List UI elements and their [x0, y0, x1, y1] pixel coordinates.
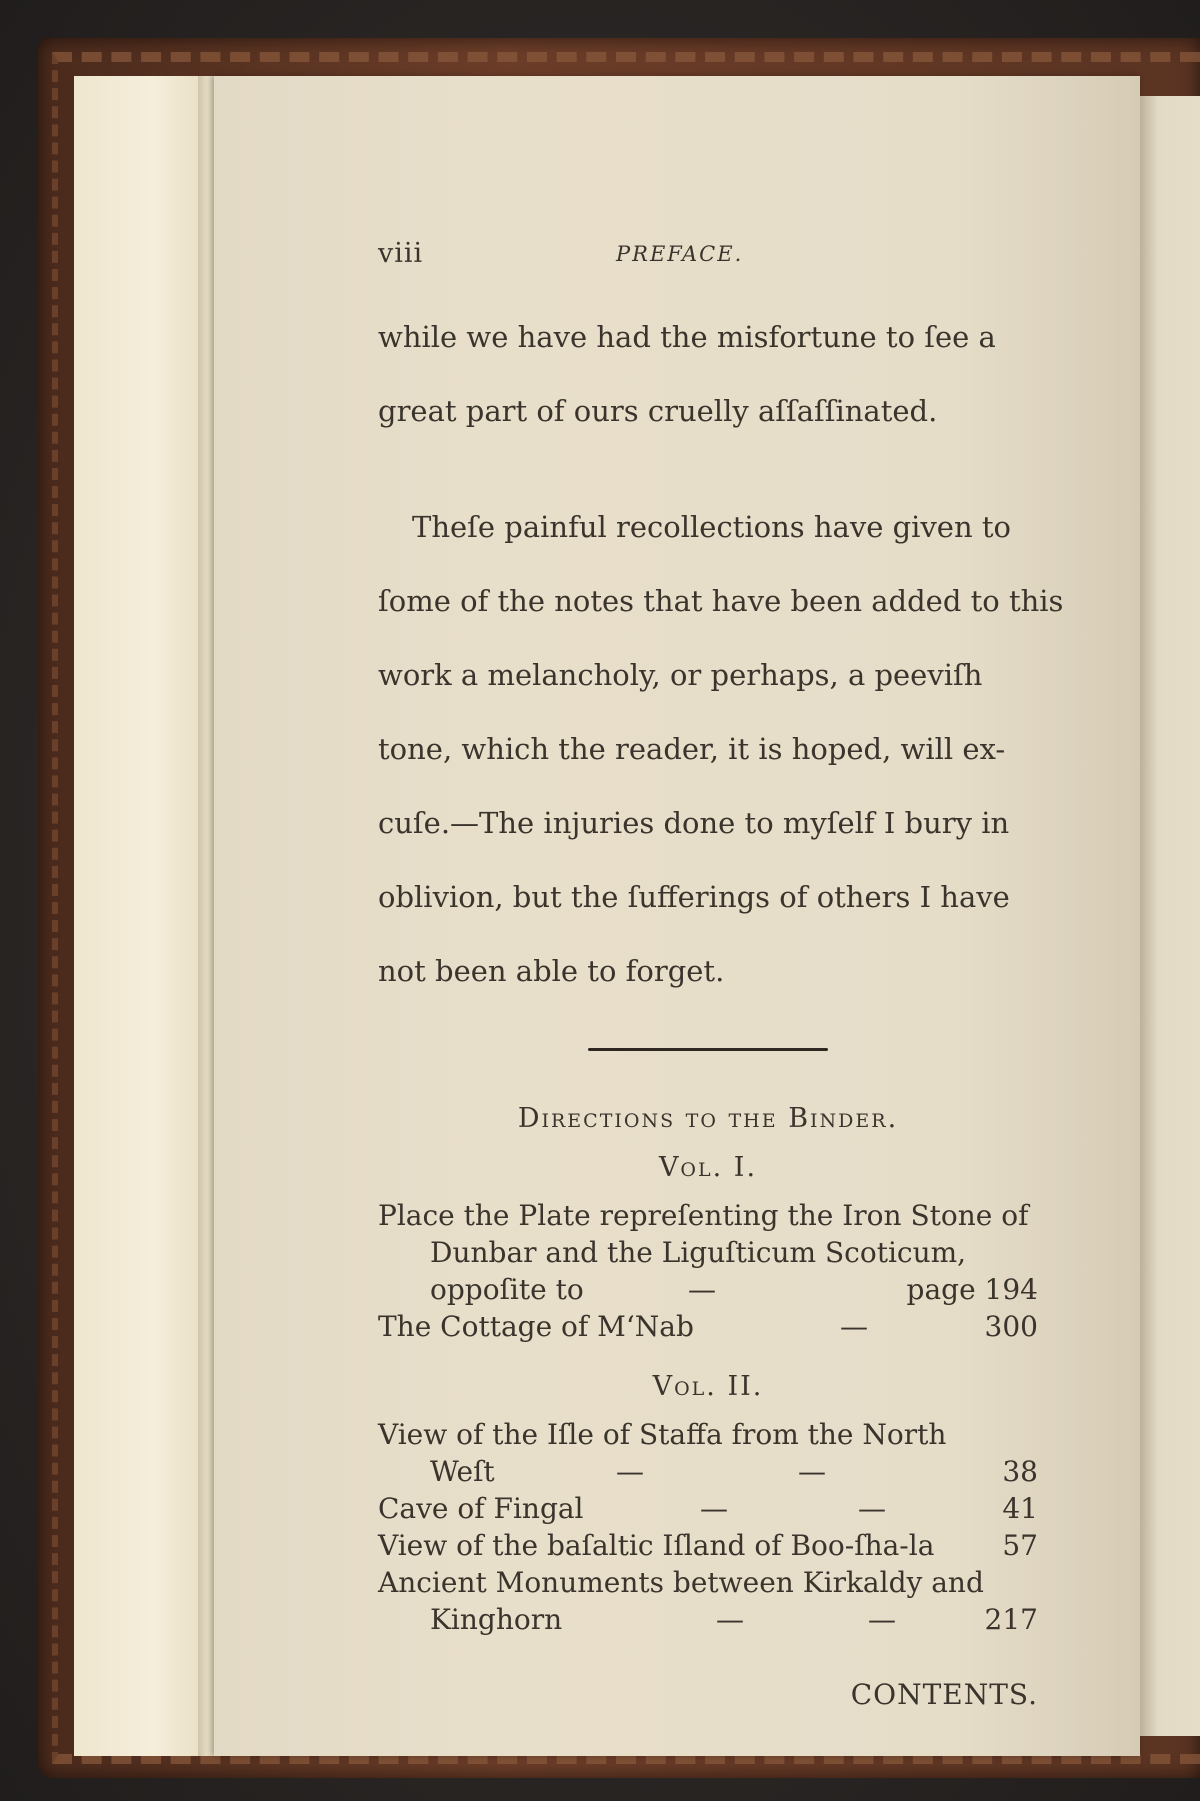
plate-entry-line: Ancient Monuments between Kirkaldy and	[378, 1566, 984, 1599]
entry-label: View of the baſaltic Iſland of Boo-ſha-la	[378, 1529, 935, 1562]
paragraph-1	[378, 300, 1038, 448]
catchword: CONTENTS.	[850, 1678, 1038, 1711]
entry-dash: —	[700, 1492, 728, 1525]
page-text	[378, 238, 1064, 1711]
vol-1-heading: Vol. I.	[658, 1152, 758, 1183]
divider-rule	[588, 1048, 828, 1051]
entry-label: Kinghorn	[430, 1603, 563, 1636]
text-line: oblivion, but the ſufferings of others I have	[378, 880, 1010, 914]
entry-page: 57	[1002, 1529, 1038, 1562]
plate-entry-row	[378, 1490, 1038, 1527]
text-line: cuſe.—The injuries done to myſelf I bury in	[378, 806, 1010, 840]
text-line: tone, which the reader, it is hoped, will ex-	[378, 732, 1006, 766]
paragraph-2	[378, 490, 1064, 1008]
facing-page-edge	[1140, 96, 1200, 1736]
plate-entry-line: Place the Plate repreſenting the Iron Stone of	[378, 1199, 1029, 1232]
entry-label: oppoſite to	[430, 1273, 584, 1306]
plate-entry-row	[378, 1453, 1038, 1490]
text-line: ſome of the notes that have been added to this	[378, 584, 1064, 618]
vol-2-entries	[378, 1416, 1038, 1638]
entry-dash: —	[858, 1492, 886, 1525]
text-line: while we have had the misfortune to ſee a	[378, 320, 996, 354]
plate-entry-row	[378, 1308, 1038, 1345]
text-line: not been able to forget.	[378, 954, 725, 988]
entry-page: page 194	[906, 1273, 1038, 1306]
plate-entry-row	[378, 1601, 1038, 1638]
text-line: Theſe painful recollections have given to	[412, 510, 1011, 544]
plate-entry-line: View of the Iſle of Staffa from the North	[378, 1418, 947, 1451]
entry-page: 217	[984, 1603, 1038, 1636]
text-line: great part of ours cruelly aſſaſſinated.	[378, 394, 938, 428]
entry-page: 300	[984, 1310, 1038, 1343]
entry-dash: —	[616, 1455, 644, 1488]
plate-entry-line: Dunbar and the Liguſticum Scoticum,	[430, 1236, 967, 1269]
vol-1-entries	[378, 1197, 1038, 1345]
entry-label: The Cottage of M‘Nab	[378, 1310, 694, 1343]
entry-dash: —	[798, 1455, 826, 1488]
entry-label: Weſt	[430, 1455, 495, 1488]
entry-label: Cave of Fingal	[378, 1492, 584, 1525]
text-line: work a melancholy, or perhaps, a peeviſh	[378, 658, 983, 692]
entry-page: 41	[1002, 1492, 1038, 1525]
plate-entry-row	[378, 1271, 1038, 1308]
entry-dash: —	[688, 1273, 716, 1306]
running-head	[378, 238, 1038, 278]
entry-dash: —	[868, 1603, 896, 1636]
endpaper	[74, 76, 206, 1756]
vol-2-heading: Vol. II.	[652, 1371, 764, 1402]
entry-dash: —	[716, 1603, 744, 1636]
page-number: viii	[378, 238, 424, 269]
binder-directions-title: Directions to the Binder.	[517, 1103, 899, 1134]
entry-page: 38	[1002, 1455, 1038, 1488]
plate-entry-row	[378, 1527, 1038, 1564]
entry-dash: —	[840, 1310, 868, 1343]
running-title: PREFACE.	[616, 242, 744, 266]
